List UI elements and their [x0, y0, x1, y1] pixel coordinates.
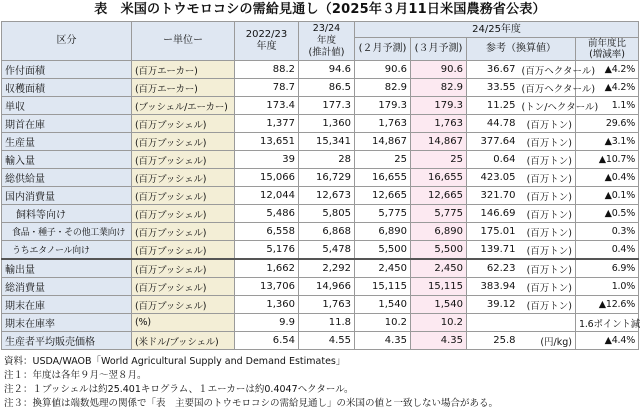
change-rate: ▲4.2%	[576, 61, 639, 79]
row-unit: (百万ブッシェル)	[132, 278, 235, 296]
reference-value: 62.23	[467, 259, 519, 278]
row-label: 生産者平均販売価格	[2, 332, 132, 350]
reference-unit: (百万トン)	[519, 259, 576, 278]
change-rate: ▲12.6%	[576, 296, 639, 314]
value-2023: 5,478	[299, 241, 355, 260]
table-row	[2, 61, 639, 79]
reference-unit	[519, 314, 576, 332]
note-2: 注２：１ブッシェルは約25.401キログラム、１エーカーは約0.4047ヘクタール。	[4, 384, 354, 395]
value-feb-forecast: 5,775	[355, 205, 411, 223]
reference-value: 36.67	[467, 61, 519, 79]
value-feb-forecast: 82.9	[355, 79, 411, 97]
row-unit: (百万ブッシェル)	[132, 115, 235, 133]
header-category: 区分	[2, 22, 132, 61]
change-rate: ▲0.5%	[576, 205, 639, 223]
value-2022: 13,706	[235, 278, 299, 296]
value-mar-forecast: 6,890	[411, 223, 467, 241]
value-2023: 2,292	[299, 259, 355, 278]
value-feb-forecast: 14,867	[355, 133, 411, 151]
value-mar-forecast: 15,115	[411, 278, 467, 296]
row-label: 輸入量	[2, 151, 132, 169]
value-mar-forecast: 16,655	[411, 169, 467, 187]
value-2022: 1,662	[235, 259, 299, 278]
note-3: 注３：換算値は端数処理の関係で「表 主要国のトウモロコシの需給見通し」の米国の値と一致しない場合がある。	[4, 398, 499, 409]
change-rate: 0.4%	[576, 241, 639, 260]
reference-value: 146.69	[467, 205, 519, 223]
value-mar-forecast: 10.2	[411, 314, 467, 332]
value-mar-forecast: 90.6	[411, 61, 467, 79]
row-label: 生産量	[2, 133, 132, 151]
value-2023: 16,729	[299, 169, 355, 187]
value-2022: 6,558	[235, 223, 299, 241]
value-mar-forecast: 179.3	[411, 97, 467, 115]
value-2022: 88.2	[235, 61, 299, 79]
value-2022: 5,176	[235, 241, 299, 260]
row-unit: (百万ブッシェル)	[132, 296, 235, 314]
row-label: 総供給量	[2, 169, 132, 187]
table-row	[2, 223, 639, 241]
reference-value: 39.12	[467, 296, 519, 314]
row-unit: (百万ブッシェル)	[132, 187, 235, 205]
change-rate: 1.0%	[576, 278, 639, 296]
value-feb-forecast: 1,763	[355, 115, 411, 133]
row-unit: (百万エーカー)	[132, 61, 235, 79]
table-row	[2, 205, 639, 223]
row-unit: (百万ブッシェル)	[132, 223, 235, 241]
value-feb-forecast: 179.3	[355, 97, 411, 115]
header-mar-forecast: (３月予測)	[411, 38, 467, 61]
value-feb-forecast: 1,540	[355, 296, 411, 314]
header-feb-forecast: (２月予測)	[355, 38, 411, 61]
row-label: 期首在庫	[2, 115, 132, 133]
reference-unit: (百万トン)	[519, 115, 576, 133]
reference-value: 11.25	[467, 97, 519, 115]
reference-unit: (百万トン)	[519, 278, 576, 296]
value-mar-forecast: 5,500	[411, 241, 467, 260]
header-year-2024-group: 24/25年度	[355, 22, 639, 38]
table-row	[2, 115, 639, 133]
note-1: 注１：年度は各年９月～翌８月。	[4, 370, 147, 381]
page-title: 表 米国のトウモロコシの需給見通し（2025年３月11日米国農務省公表）	[94, 2, 546, 17]
value-feb-forecast: 2,450	[355, 259, 411, 278]
value-2022: 173.4	[235, 97, 299, 115]
reference-unit: (百万ヘクタール)	[519, 79, 576, 97]
value-feb-forecast: 12,665	[355, 187, 411, 205]
reference-unit: (百万トン)	[519, 151, 576, 169]
change-rate: 1.1%	[576, 97, 639, 115]
row-unit: (百万ブッシェル)	[132, 169, 235, 187]
value-2022: 13,651	[235, 133, 299, 151]
row-label: 単収	[2, 97, 132, 115]
header-unit: ー単位ー	[132, 22, 235, 61]
table-row	[2, 314, 639, 332]
value-mar-forecast: 12,665	[411, 187, 467, 205]
row-unit: (米ドル/ブッシェル)	[132, 332, 235, 350]
value-2023: 6,868	[299, 223, 355, 241]
value-2022: 1,377	[235, 115, 299, 133]
value-2023: 15,341	[299, 133, 355, 151]
reference-unit: (百万トン)	[519, 241, 576, 260]
footnotes	[4, 355, 636, 411]
change-rate: ▲10.7%	[576, 151, 639, 169]
reference-unit: (百万トン)	[519, 133, 576, 151]
value-2023: 5,805	[299, 205, 355, 223]
reference-unit: (円/kg)	[519, 332, 576, 350]
value-feb-forecast: 15,115	[355, 278, 411, 296]
table-row	[2, 79, 639, 97]
value-mar-forecast: 25	[411, 151, 467, 169]
value-2023: 4.55	[299, 332, 355, 350]
value-2022: 39	[235, 151, 299, 169]
table-row	[2, 151, 639, 169]
value-mar-forecast: 1,540	[411, 296, 467, 314]
value-2023: 1,360	[299, 115, 355, 133]
change-rate: ▲4.2%	[576, 79, 639, 97]
value-feb-forecast: 5,500	[355, 241, 411, 260]
value-2023: 86.5	[299, 79, 355, 97]
row-label: 期末在庫	[2, 296, 132, 314]
value-2022: 1,360	[235, 296, 299, 314]
value-feb-forecast: 25	[355, 151, 411, 169]
header-reference: 参考（換算値）	[467, 38, 576, 61]
value-feb-forecast: 16,655	[355, 169, 411, 187]
reference-unit: (百万ヘクタール)	[519, 61, 576, 79]
change-rate: ▲0.4%	[576, 169, 639, 187]
reference-unit: (百万トン)	[519, 296, 576, 314]
row-label: 収穫面積	[2, 79, 132, 97]
value-feb-forecast: 90.6	[355, 61, 411, 79]
value-2023: 14,966	[299, 278, 355, 296]
row-unit: (ブッシェル/エーカー)	[132, 97, 235, 115]
reference-value: 139.71	[467, 241, 519, 260]
value-2023: 177.3	[299, 97, 355, 115]
row-unit: (百万ブッシェル)	[132, 259, 235, 278]
value-2022: 9.9	[235, 314, 299, 332]
header-year-2022: 2022/23 年度	[235, 22, 299, 61]
value-2023: 11.8	[299, 314, 355, 332]
row-unit: (百万ブッシェル)	[132, 151, 235, 169]
header-year-2023: 23/24 年度 (推計値)	[299, 22, 355, 61]
table-row	[2, 278, 639, 296]
value-2023: 12,673	[299, 187, 355, 205]
value-2022: 15,066	[235, 169, 299, 187]
value-mar-forecast: 4.35	[411, 332, 467, 350]
header-row	[2, 22, 639, 38]
table-row	[2, 332, 639, 350]
value-2022: 6.54	[235, 332, 299, 350]
value-2023: 28	[299, 151, 355, 169]
reference-value: 423.05	[467, 169, 519, 187]
table-row	[2, 169, 639, 187]
value-mar-forecast: 2,450	[411, 259, 467, 278]
change-rate: 29.6%	[576, 115, 639, 133]
value-mar-forecast: 14,867	[411, 133, 467, 151]
reference-unit: (トン/ヘクタール)	[519, 97, 576, 115]
reference-value: 377.64	[467, 133, 519, 151]
reference-unit: (百万トン)	[519, 205, 576, 223]
row-label: 輸出量	[2, 259, 132, 278]
row-label: 国内消費量	[2, 187, 132, 205]
row-unit: (百万ブッシェル)	[132, 205, 235, 223]
value-2023: 1,763	[299, 296, 355, 314]
reference-value: 33.55	[467, 79, 519, 97]
row-unit: (百万ブッシェル)	[132, 133, 235, 151]
row-unit: (百万エーカー)	[132, 79, 235, 97]
table-row	[2, 97, 639, 115]
table-row	[2, 259, 639, 278]
reference-unit: (百万トン)	[519, 187, 576, 205]
value-feb-forecast: 10.2	[355, 314, 411, 332]
value-mar-forecast: 82.9	[411, 79, 467, 97]
table-row	[2, 296, 639, 314]
reference-value: 0.64	[467, 151, 519, 169]
change-rate: 1.6ポイント減	[576, 314, 639, 332]
reference-unit: (百万トン)	[519, 169, 576, 187]
value-2022: 12,044	[235, 187, 299, 205]
supply-demand-table	[1, 21, 639, 350]
reference-value: 321.70	[467, 187, 519, 205]
table-row	[2, 187, 639, 205]
row-label: 総消費量	[2, 278, 132, 296]
reference-value: 383.94	[467, 278, 519, 296]
row-label: うちエタノール向け	[2, 241, 132, 260]
reference-value: 44.78	[467, 115, 519, 133]
value-mar-forecast: 5,775	[411, 205, 467, 223]
value-2023: 94.6	[299, 61, 355, 79]
table-row	[2, 133, 639, 151]
row-unit: (百万ブッシェル)	[132, 241, 235, 260]
row-label: 食品・種子・その他工業向け	[2, 223, 132, 241]
value-2022: 5,486	[235, 205, 299, 223]
reference-unit: (百万トン)	[519, 223, 576, 241]
value-feb-forecast: 6,890	[355, 223, 411, 241]
row-label: 作付面積	[2, 61, 132, 79]
value-2022: 78.7	[235, 79, 299, 97]
change-rate: ▲0.1%	[576, 187, 639, 205]
table-row	[2, 241, 639, 260]
row-unit: (%)	[132, 314, 235, 332]
value-feb-forecast: 4.35	[355, 332, 411, 350]
reference-value	[467, 314, 519, 332]
header-change: 前年度比 (増減率)	[576, 38, 639, 61]
change-rate: 0.3%	[576, 223, 639, 241]
row-label: 期末在庫率	[2, 314, 132, 332]
change-rate: ▲3.1%	[576, 133, 639, 151]
value-mar-forecast: 1,763	[411, 115, 467, 133]
change-rate: ▲4.4%	[576, 332, 639, 350]
reference-value: 175.01	[467, 223, 519, 241]
change-rate: 6.9%	[576, 259, 639, 278]
note-source: 資料：USDA/WAOB「World Agricultural Supply and Demand Estimates」	[4, 356, 346, 367]
row-label: 飼料等向け	[2, 205, 132, 223]
reference-value: 25.8	[467, 332, 519, 350]
